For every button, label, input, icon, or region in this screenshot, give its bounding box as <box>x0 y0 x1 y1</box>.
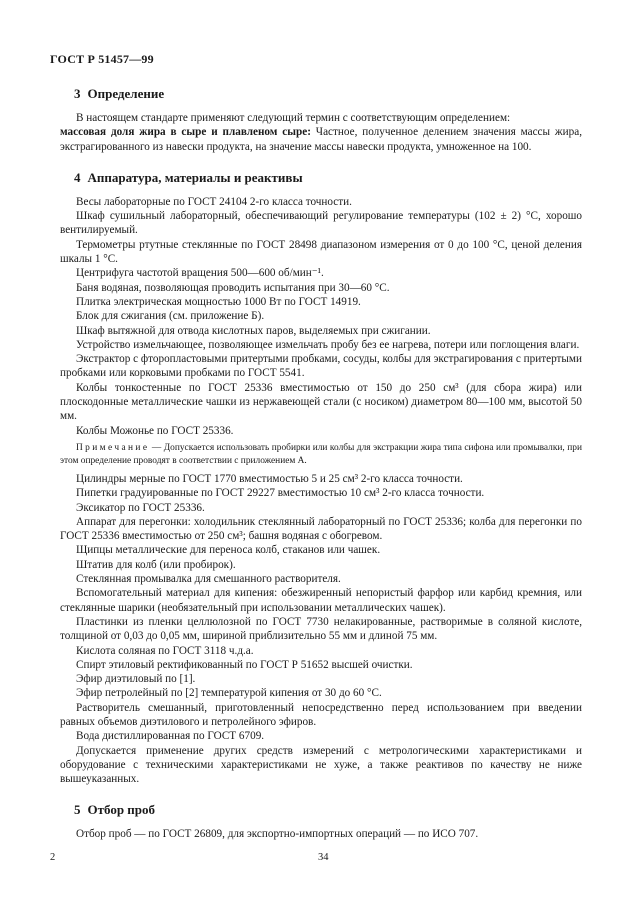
list-item: Весы лабораторные по ГОСТ 24104 2-го класса точности. <box>76 195 352 208</box>
list-item: Колбы Можонье по ГОСТ 25336. <box>76 424 234 437</box>
page-number-left: 2 <box>50 852 56 863</box>
list-item: Штатив для колб (или пробирок). <box>76 558 236 571</box>
list-item: Экстрактор с фторопластовыми притертыми пробками, сосуды, колбы для экстрагирования с притертыми пробками или корковыми пробками по ГОСТ 5541. <box>60 353 582 380</box>
section-4-heading: 4 Аппаратура, материалы и реактивы <box>74 169 303 185</box>
section-3-heading: 3 Определение <box>74 86 165 101</box>
list-item: Термометры ртутные стеклянные по ГОСТ 28498 диапазоном измерения от 0 до 100 °С, ценой деления шкалы 1 °С. <box>60 238 582 266</box>
list-item: Колбы тонкостенные по ГОСТ 25336 вместимостью от 150 до 250 см³ (для сбора жира) или плоскодонные металлические чашки из нержавеющей стали (с носиком) диаметром 80—100 мм, высотой 50 мм. <box>60 381 582 423</box>
list-item: Кислота соляная по ГОСТ 3118 ч.д.а. <box>76 644 254 657</box>
list-item: Устройство измельчающее, позволяющее измельчать пробу без ее нагрева, потери или поглощения влаги. <box>76 338 580 351</box>
note-paragraph <box>60 442 582 468</box>
list-item: Плитка электрическая мощностью 1000 Вт по ГОСТ 14919. <box>76 295 361 308</box>
list-item: Вода дистиллированная по ГОСТ 6709. <box>76 730 265 743</box>
list-item: Щипцы металлические для переноса колб, стаканов или чашек. <box>76 544 381 557</box>
page-number-center: 34 <box>318 852 329 863</box>
list-item: Стеклянная промывалка для смешанного растворителя. <box>76 573 341 586</box>
definition-text: Частное, полученное делением значения массы жира, экстрагированного из навески продукта, на значение массы навески продукта, умноженное на 100. <box>60 126 582 153</box>
list-item: Растворитель смешанный, приготовленный непосредственно перед использованием при введении равных объемов диэтилового и петролейного эфиров. <box>60 701 582 728</box>
list-item: Эксикатор по ГОСТ 25336. <box>76 501 205 514</box>
section-3-intro: В настоящем стандарте применяют следующий термин с соответствующим определением: <box>76 112 511 124</box>
list-item: Пластинки из пленки целлюлозной по ГОСТ 7730 нелакированные, растворимые в соляной кислоте, толщиной от 0,03 до 0,05 мм, шириной приблизительно 55 мм и длиной 75 мм. <box>60 615 582 643</box>
list-item: Шкаф вытяжной для отвода кислотных паров, выделяемых при сжигании. <box>76 324 431 337</box>
list-item: Допускается применение других средств измерений с метрологическими характеристиками и оборудование с техническими характеристиками не хуже, а также реактивов по качеству не ниже вышеуказанных. <box>60 744 582 786</box>
equipment-list-b <box>60 472 582 787</box>
section-5-heading: 5 Отбор проб <box>74 802 156 818</box>
list-item: Вспомогательный материал для кипения: обезжиренный непористый фарфор или карбид кремния, или стеклянные шарики (необязательный при использовании металлических чашек). <box>60 587 582 614</box>
list-item: Спирт этиловый ректификованный по ГОСТ Р 51652 высшей очистки. <box>76 658 413 671</box>
list-item: Эфир петролейный по [2] температурой кипения от 30 до 60 °С. <box>76 687 382 700</box>
note-label: Примечание <box>76 442 150 453</box>
equipment-list-a <box>60 195 582 438</box>
list-item: Блок для сжигания (см. приложение Б). <box>76 310 265 323</box>
list-item: Баня водяная, позволяющая проводить испытания при 30—60 °С. <box>76 281 390 294</box>
document-body <box>60 86 582 858</box>
section-5 <box>60 802 582 841</box>
list-item: Цилиндры мерные по ГОСТ 1770 вместимостью 5 и 25 см³ 2-го класса точности. <box>76 472 463 485</box>
document-header: ГОСТ Р 51457—99 <box>50 52 154 66</box>
section-3 <box>60 86 582 154</box>
definition-paragraph <box>60 125 582 154</box>
list-item: Пипетки градуированные по ГОСТ 29227 вместимостью 10 см³ 2-го класса точности. <box>76 487 485 500</box>
section-4 <box>60 170 582 787</box>
section-5-text: Отбор проб — по ГОСТ 26809, для экспортно-импортных операций — по ИСО 707. <box>76 828 479 841</box>
list-item: Аппарат для перегонки: холодильник стеклянный лабораторный по ГОСТ 25336; колба для перегонки по ГОСТ 25336 вместимостью от 250 см³; башня водяная с обогревом. <box>60 515 582 543</box>
list-item: Центрифуга частотой вращения 500—600 об/мин⁻¹. <box>76 267 324 280</box>
list-item: Шкаф сушильный лабораторный, обеспечивающий регулирование температуры (102 ± 2) °С, хорошо вентилируемый. <box>60 210 582 237</box>
list-item: Эфир диэтиловый по [1]. <box>76 673 196 686</box>
note-text: — Допускается использовать пробирки или колбы для экстракции жира типа сифона или промывалки, при этом определение проводят в соответствии с приложением А. <box>60 442 582 466</box>
defined-term: массовая доля жира в сыре и плавленом сыре: <box>60 126 311 139</box>
